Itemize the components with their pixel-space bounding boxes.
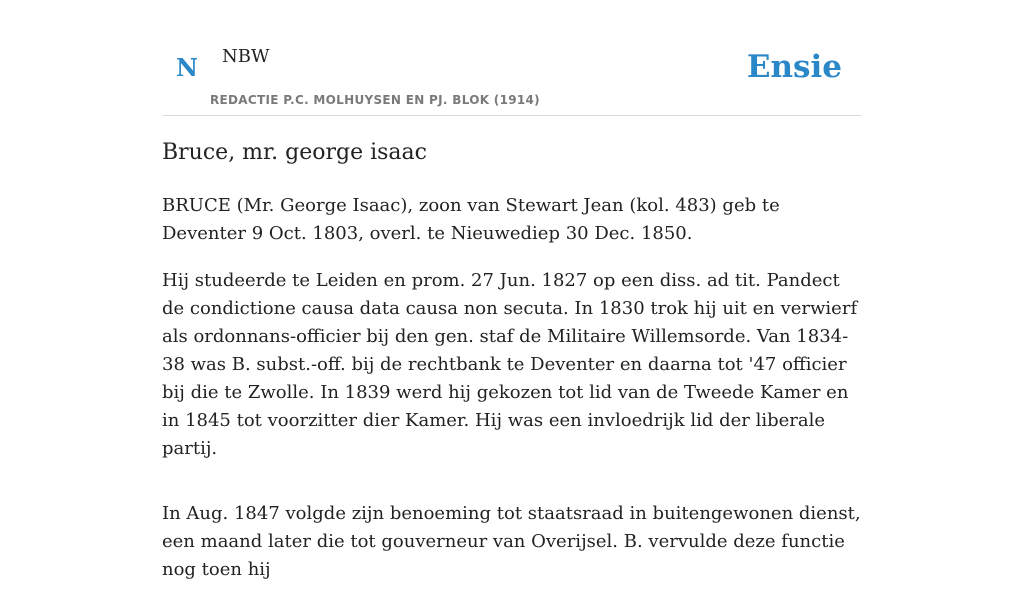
article-paragraph: BRUCE (Mr. George Isaac), zoon van Stewart Jean (kol. 483) geb te Deventer 9 Oct. 1803, overl. te Nieuwediep 30 Dec. 1850. (162, 195, 780, 244)
page-title: Bruce, mr. george isaac (162, 140, 427, 165)
logo-n-icon[interactable]: N (176, 53, 198, 82)
ensie-logo-link[interactable]: Ensie (746, 49, 842, 85)
article-paragraph: In Aug. 1847 volgde zijn benoeming tot staatsraad in buitengewonen dienst, een maand later die tot gouverneur van Overijsel. B. vervulde deze functie nog toen hij (162, 503, 861, 580)
article-body (162, 192, 862, 603)
source-subtitle: REDACTIE P.C. MOLHUYSEN EN PJ. BLOK (1914) (210, 93, 540, 107)
header (162, 0, 862, 116)
source-name[interactable]: NBW (222, 46, 270, 67)
page (162, 0, 862, 580)
article-paragraph: Hij studeerde te Leiden en prom. 27 Jun. 1827 op een diss. ad tit. Pandect de condictione causa data causa non secuta. In 1830 trok hij uit en verwierf als ordonnans-officier bij den gen. staf de Militaire Willemsorde. Van 1834-38 was B. subst.-off. bij de rechtbank te Deventer en daarna tot '47 officier bij die te Zwolle. In 1839 werd hij gekozen tot lid van de Tweede Kamer en in 1845 tot voorzitter dier Kamer. Hij was een invloedrijk lid der liberale partij. (162, 270, 858, 459)
